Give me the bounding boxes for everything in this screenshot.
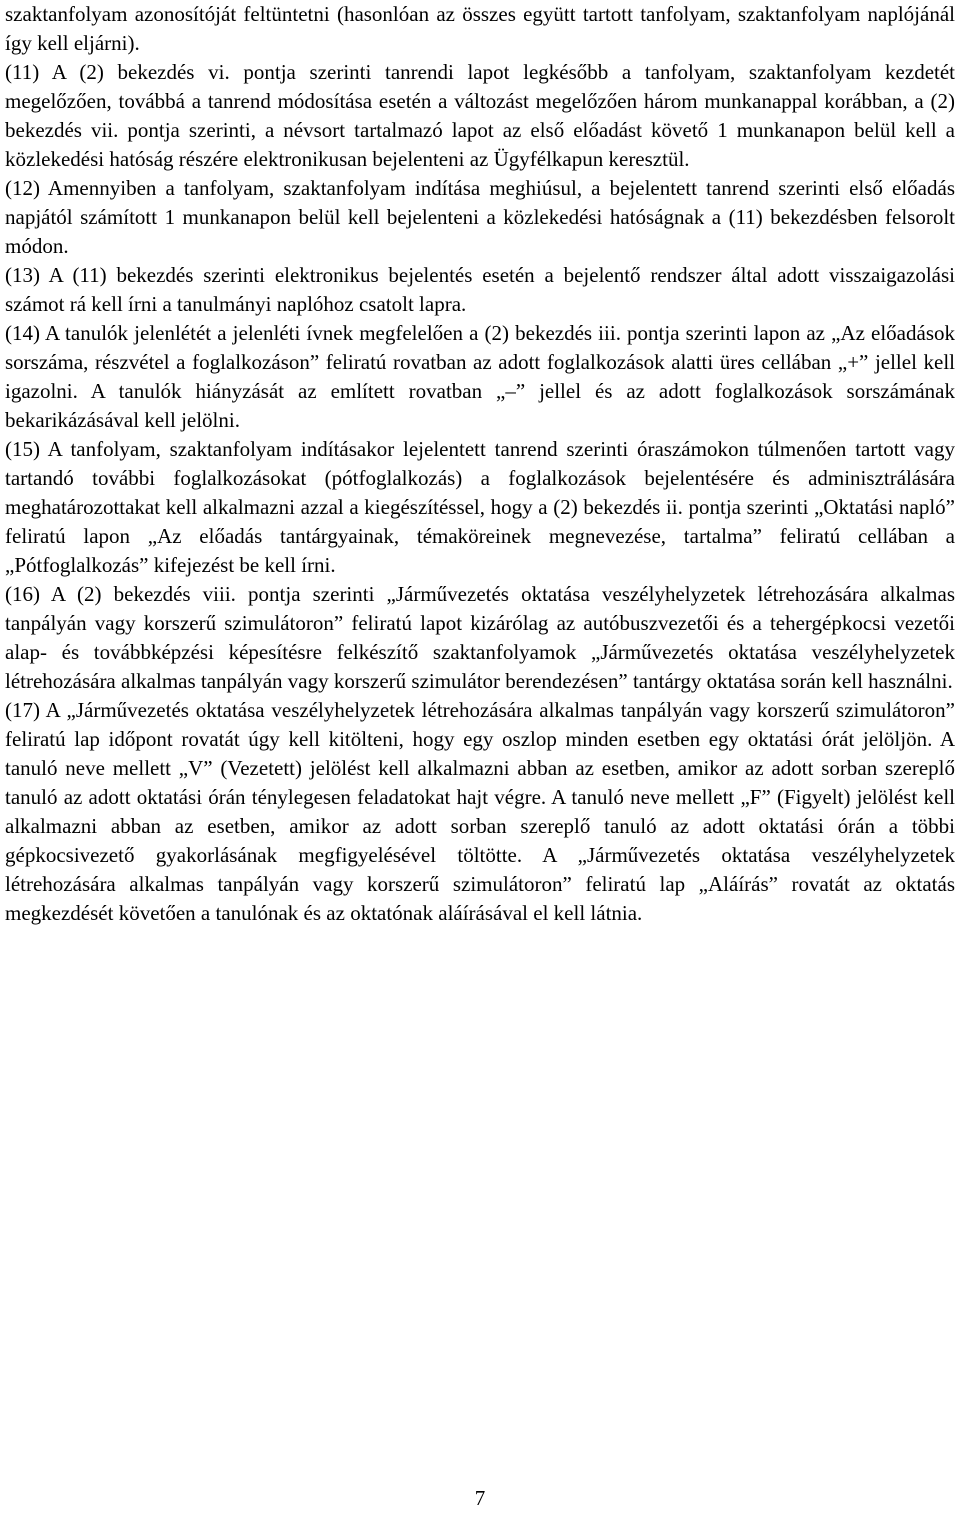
paragraph-12: (12) Amennyiben a tanfolyam, szaktanfolyam indítása meghiúsul, a bejelentett tanrend szerinti első előadás napjától számított 1 munkanapon belül kell bejelenteni a közlekedési hatóságnak a (11) bekezdésben felsorolt módon.	[5, 176, 955, 258]
paragraph-continuation: szaktanfolyam azonosítóját feltüntetni (hasonlóan az összes együtt tartott tanfolyam, szaktanfolyam naplójánál így kell eljárni).	[5, 2, 955, 55]
paragraph-15: (15) A tanfolyam, szaktanfolyam indításakor lejelentett tanrend szerinti óraszámokon túlmenően tartott vagy tartandó további foglalkozásokat (pótfoglalkozás) a foglalkozások bejelentésére és adminisztrálására meghatározottakat kell alkalmazni azzal a kiegészítéssel, hogy a (2) bekezdés ii. pontja szerinti „Oktatási napló” feliratú lapon „Az előadás tantárgyainak, témaköreinek megnevezése, tartalma” feliratú cellában a „Pótfoglalkozás” kifejezést be kell írni.	[5, 437, 955, 577]
paragraph-14: (14) A tanulók jelenlétét a jelenléti ívnek megfelelően a (2) bekezdés iii. pontja szerinti lapon az „Az előadások sorszáma, részvétel a foglalkozáson” feliratú rovatban az adott foglalkozások alatti üres cellában „+” jellel kell igazolni. A tanulók hiányzását az említett rovatban „–” jellel és az adott foglalkozások sorszámának bekarikázásával kell jelölni.	[5, 321, 955, 432]
paragraph-13: (13) A (11) bekezdés szerinti elektronikus bejelentés esetén a bejelentő rendszer által adott visszaigazolási számot rá kell írni a tanulmányi naplóhoz csatolt lapra.	[5, 263, 955, 316]
page-number: 7	[474, 1486, 486, 1510]
document-page	[5, 0, 955, 928]
paragraph-16: (16) A (2) bekezdés viii. pontja szerinti „Járművezetés oktatása veszélyhelyzetek létrehozására alkalmas tanpályán vagy korszerű szimulátoron” feliratú lapot kizárólag az autóbuszvezetői és a tehergépkocsi vezetői alap- és továbbképzési képesítésre felkészítő szaktanfolyamok „Járművezetés oktatása veszélyhelyzetek létrehozására alkalmas tanpályán vagy korszerű szimulátor berendezésen” tantárgy oktatása során kell használni.	[5, 582, 955, 693]
paragraph-11: (11) A (2) bekezdés vi. pontja szerinti tanrendi lapot legkésőbb a tanfolyam, szaktanfolyam kezdetét megelőzően, továbbá a tanrend módosítása esetén a változást megelőzően három munkanappal korábban, a (2) bekezdés vii. pontja szerinti, a névsort tartalmazó lapot az első előadást követő 1 munkanapon belül kell a közlekedési hatóság részére elektronikusan bejelenteni az Ügyfélkapun keresztül.	[5, 60, 955, 171]
paragraph-17: (17) A „Járművezetés oktatása veszélyhelyzetek létrehozására alkalmas tanpályán vagy korszerű szimulátoron” feliratú lap időpont rovatát úgy kell kitölteni, hogy egy oszlop minden esetben egy oktatási órát jelöljön. A tanuló neve mellett „V” (Vezetett) jelölést kell alkalmazni abban az esetben, amikor az adott sorban szereplő tanuló az adott oktatási órán ténylegesen feladatokat hajt végre. A tanuló neve mellett „F” (Figyelt) jelölést kell alkalmazni abban az esetben, amikor az adott sorban szereplő tanuló az adott oktatási órán a többi gépkocsivezető gyakorlásának megfigyelésével töltötte. A „Járművezetés oktatása veszélyhelyzetek létrehozására alkalmas tanpályán vagy korszerű szimulátoron” feliratú lap „Aláírás” rovatát az oktatás megkezdését követően a tanulónak és az oktatónak aláírásával el kell látnia.	[5, 698, 955, 925]
